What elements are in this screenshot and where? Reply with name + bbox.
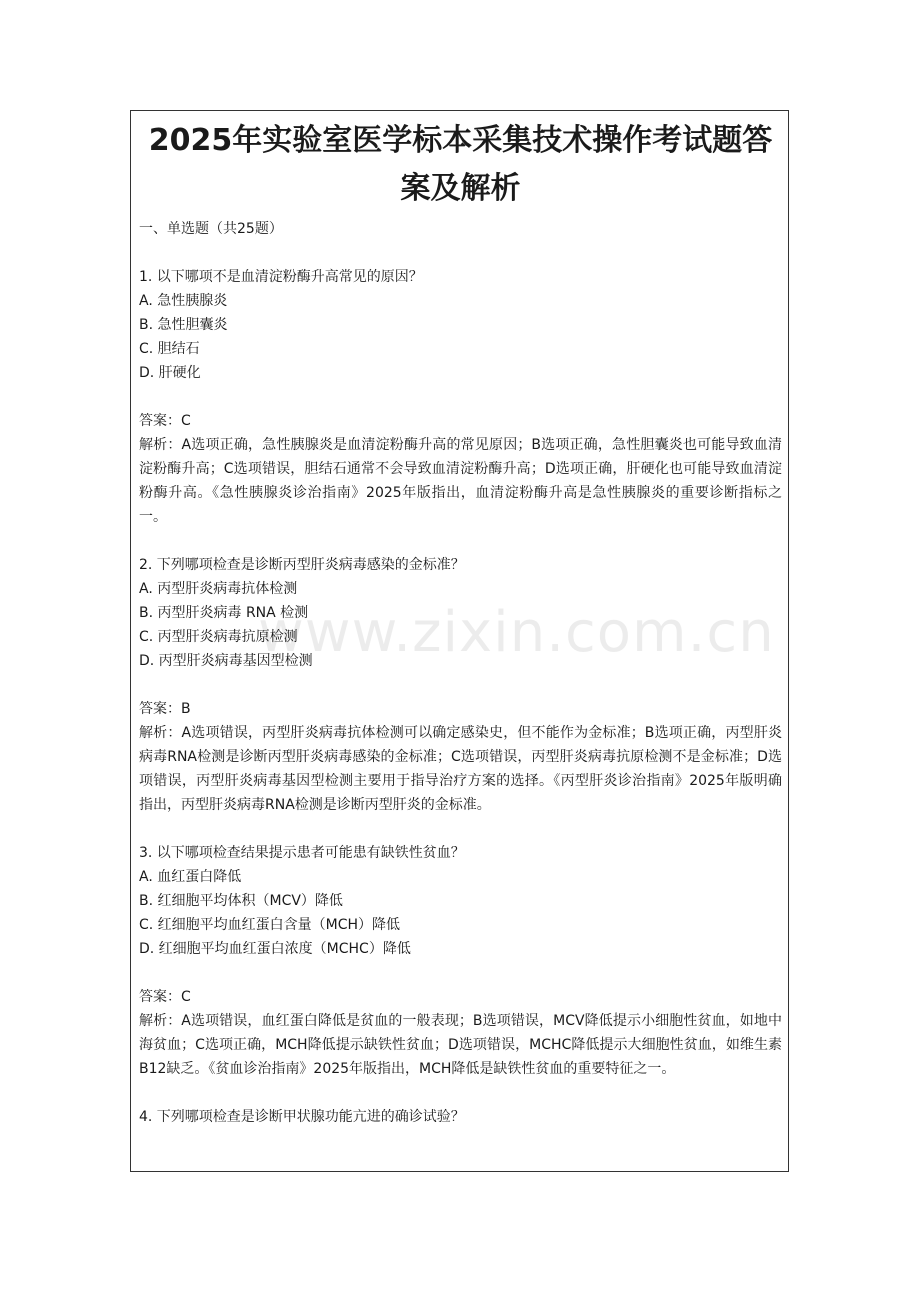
document-title: 2025年实验室医学标本采集技术操作考试题答案及解析	[148, 123, 773, 206]
option-b: B. 红细胞平均体积（MCV）降低	[139, 893, 343, 909]
question-3	[139, 841, 782, 1105]
option-a: A. 血红蛋白降低	[139, 869, 242, 885]
answer: 答案：C	[139, 989, 191, 1005]
option-d: D. 红细胞平均血红蛋白浓度（MCHC）降低	[139, 941, 411, 957]
answer: 答案：B	[139, 701, 191, 717]
option-c: C. 胆结石	[139, 341, 200, 357]
question-1	[139, 265, 782, 553]
question-4	[139, 1105, 782, 1129]
answer: 答案：C	[139, 413, 191, 429]
option-a: A. 丙型肝炎病毒抗体检测	[139, 581, 298, 597]
option-b: B. 急性胆囊炎	[139, 317, 228, 333]
question-stem: 2. 下列哪项检查是诊断丙型肝炎病毒感染的金标准？	[139, 557, 465, 573]
option-b: B. 丙型肝炎病毒 RNA 检测	[139, 605, 309, 621]
option-d: D. 肝硬化	[139, 365, 201, 381]
explanation: 解析：A选项正确，急性胰腺炎是血清淀粉酶升高的常见原因；B选项正确，急性胆囊炎也可能导致血清淀粉酶升高；C选项错误，胆结石通常不会导致血清淀粉酶升高；D选项正确，肝硬化也可能导致血清淀粉酶升高。《急性胰腺炎诊治指南》2025年版指出，血清淀粉酶升高是急性胰腺炎的重要诊断指标之一。	[139, 437, 782, 525]
question-stem: 4. 下列哪项检查是诊断甲状腺功能亢进的确诊试验？	[139, 1109, 465, 1125]
option-c: C. 红细胞平均血红蛋白含量（MCH）降低	[139, 917, 401, 933]
section-heading: 一、单选题（共25题）	[139, 221, 283, 237]
watermark: www.zixin.com.cn	[258, 600, 775, 665]
question-stem: 3. 以下哪项检查结果提示患者可能患有缺铁性贫血？	[139, 845, 465, 861]
option-a: A. 急性胰腺炎	[139, 293, 228, 309]
question-2	[139, 553, 782, 841]
option-c: C. 丙型肝炎病毒抗原检测	[139, 629, 298, 645]
question-stem: 1. 以下哪项不是血清淀粉酶升高常见的原因？	[139, 269, 423, 285]
explanation: 解析：A选项错误，丙型肝炎病毒抗体检测可以确定感染史，但不能作为金标准；B选项正确，丙型肝炎病毒RNA检测是诊断丙型肝炎病毒感染的金标准；C选项错误，丙型肝炎病毒抗原检测不是金标准；D选项错误，丙型肝炎病毒基因型检测主要用于指导治疗方案的选择。《丙型肝炎诊治指南》2025年版明确指出，丙型肝炎病毒RNA检测是诊断丙型肝炎的金标准。	[139, 725, 782, 813]
option-d: D. 丙型肝炎病毒基因型检测	[139, 653, 313, 669]
explanation: 解析：A选项错误，血红蛋白降低是贫血的一般表现；B选项错误，MCV降低提示小细胞性贫血，如地中海贫血；C选项正确，MCH降低提示缺铁性贫血；D选项错误，MCHC降低提示大细胞性贫血，如维生素B12缺乏。《贫血诊治指南》2025年版指出，MCH降低是缺铁性贫血的重要特征之一。	[139, 1013, 782, 1077]
